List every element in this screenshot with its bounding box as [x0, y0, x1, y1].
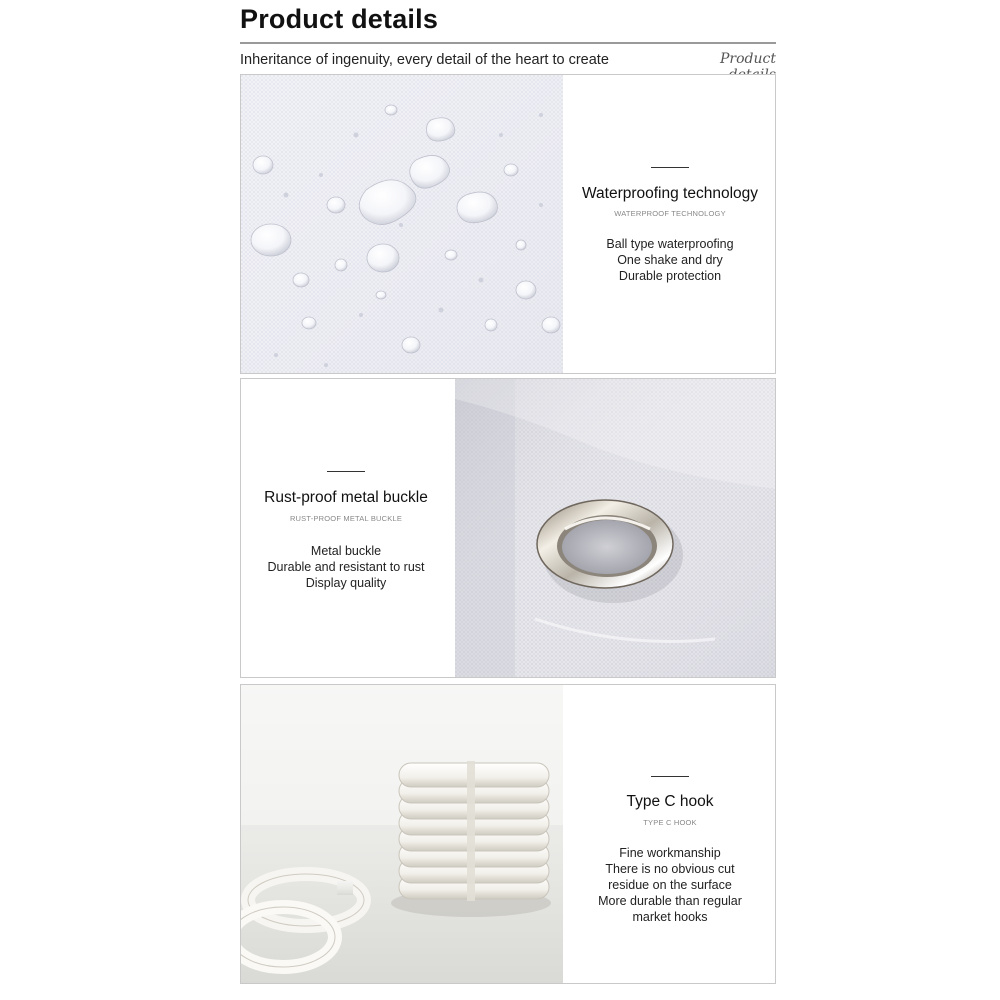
- description-line: There is no obvious cut: [605, 862, 735, 876]
- description-line: More durable than regular: [598, 894, 742, 908]
- description-line: Display quality: [305, 576, 387, 590]
- feature-panel-c-hook: [240, 684, 776, 984]
- description-line: One shake and dry: [617, 253, 723, 267]
- title-divider: [240, 42, 776, 44]
- section-description: [563, 845, 776, 925]
- feature-text-metal-buckle: [241, 379, 451, 677]
- metal-grommet-image: [455, 379, 776, 677]
- description-line: market hooks: [632, 910, 708, 924]
- section-heading: Rust-proof metal buckle: [264, 489, 428, 506]
- section-heading: Waterproofing technology: [581, 185, 759, 202]
- description-line: Fine workmanship: [619, 846, 721, 860]
- section-divider: [327, 471, 365, 472]
- description-line: Metal buckle: [310, 544, 382, 558]
- section-divider: [651, 776, 689, 777]
- feature-panel-waterproofing: [240, 74, 776, 374]
- page-title: Product details: [240, 4, 439, 34]
- section-subheading: WATERPROOF TECHNOLOGY: [614, 209, 726, 218]
- section-description: [563, 236, 776, 284]
- feature-text-c-hook: [563, 685, 776, 983]
- description-line: Durable and resistant to rust: [267, 560, 425, 574]
- section-subheading: RUST-PROOF METAL BUCKLE: [289, 514, 403, 523]
- description-line: Ball type waterproofing: [606, 237, 734, 251]
- section-divider: [651, 167, 689, 168]
- section-description: [241, 543, 451, 591]
- section-subheading: TYPE C HOOK: [643, 818, 697, 827]
- feature-panel-metal-buckle: [240, 378, 776, 678]
- water-droplets-fabric-image: [241, 75, 563, 373]
- page-subtitle-right: Product: [720, 51, 776, 67]
- page-subtitle: Inheritance of ingenuity, every detail of the heart to create: [240, 52, 609, 68]
- description-line: Durable protection: [618, 269, 722, 283]
- section-heading: Type C hook: [626, 793, 714, 810]
- c-hooks-image: [241, 685, 563, 983]
- description-line: residue on the surface: [608, 878, 732, 892]
- feature-text-waterproofing: [563, 75, 776, 373]
